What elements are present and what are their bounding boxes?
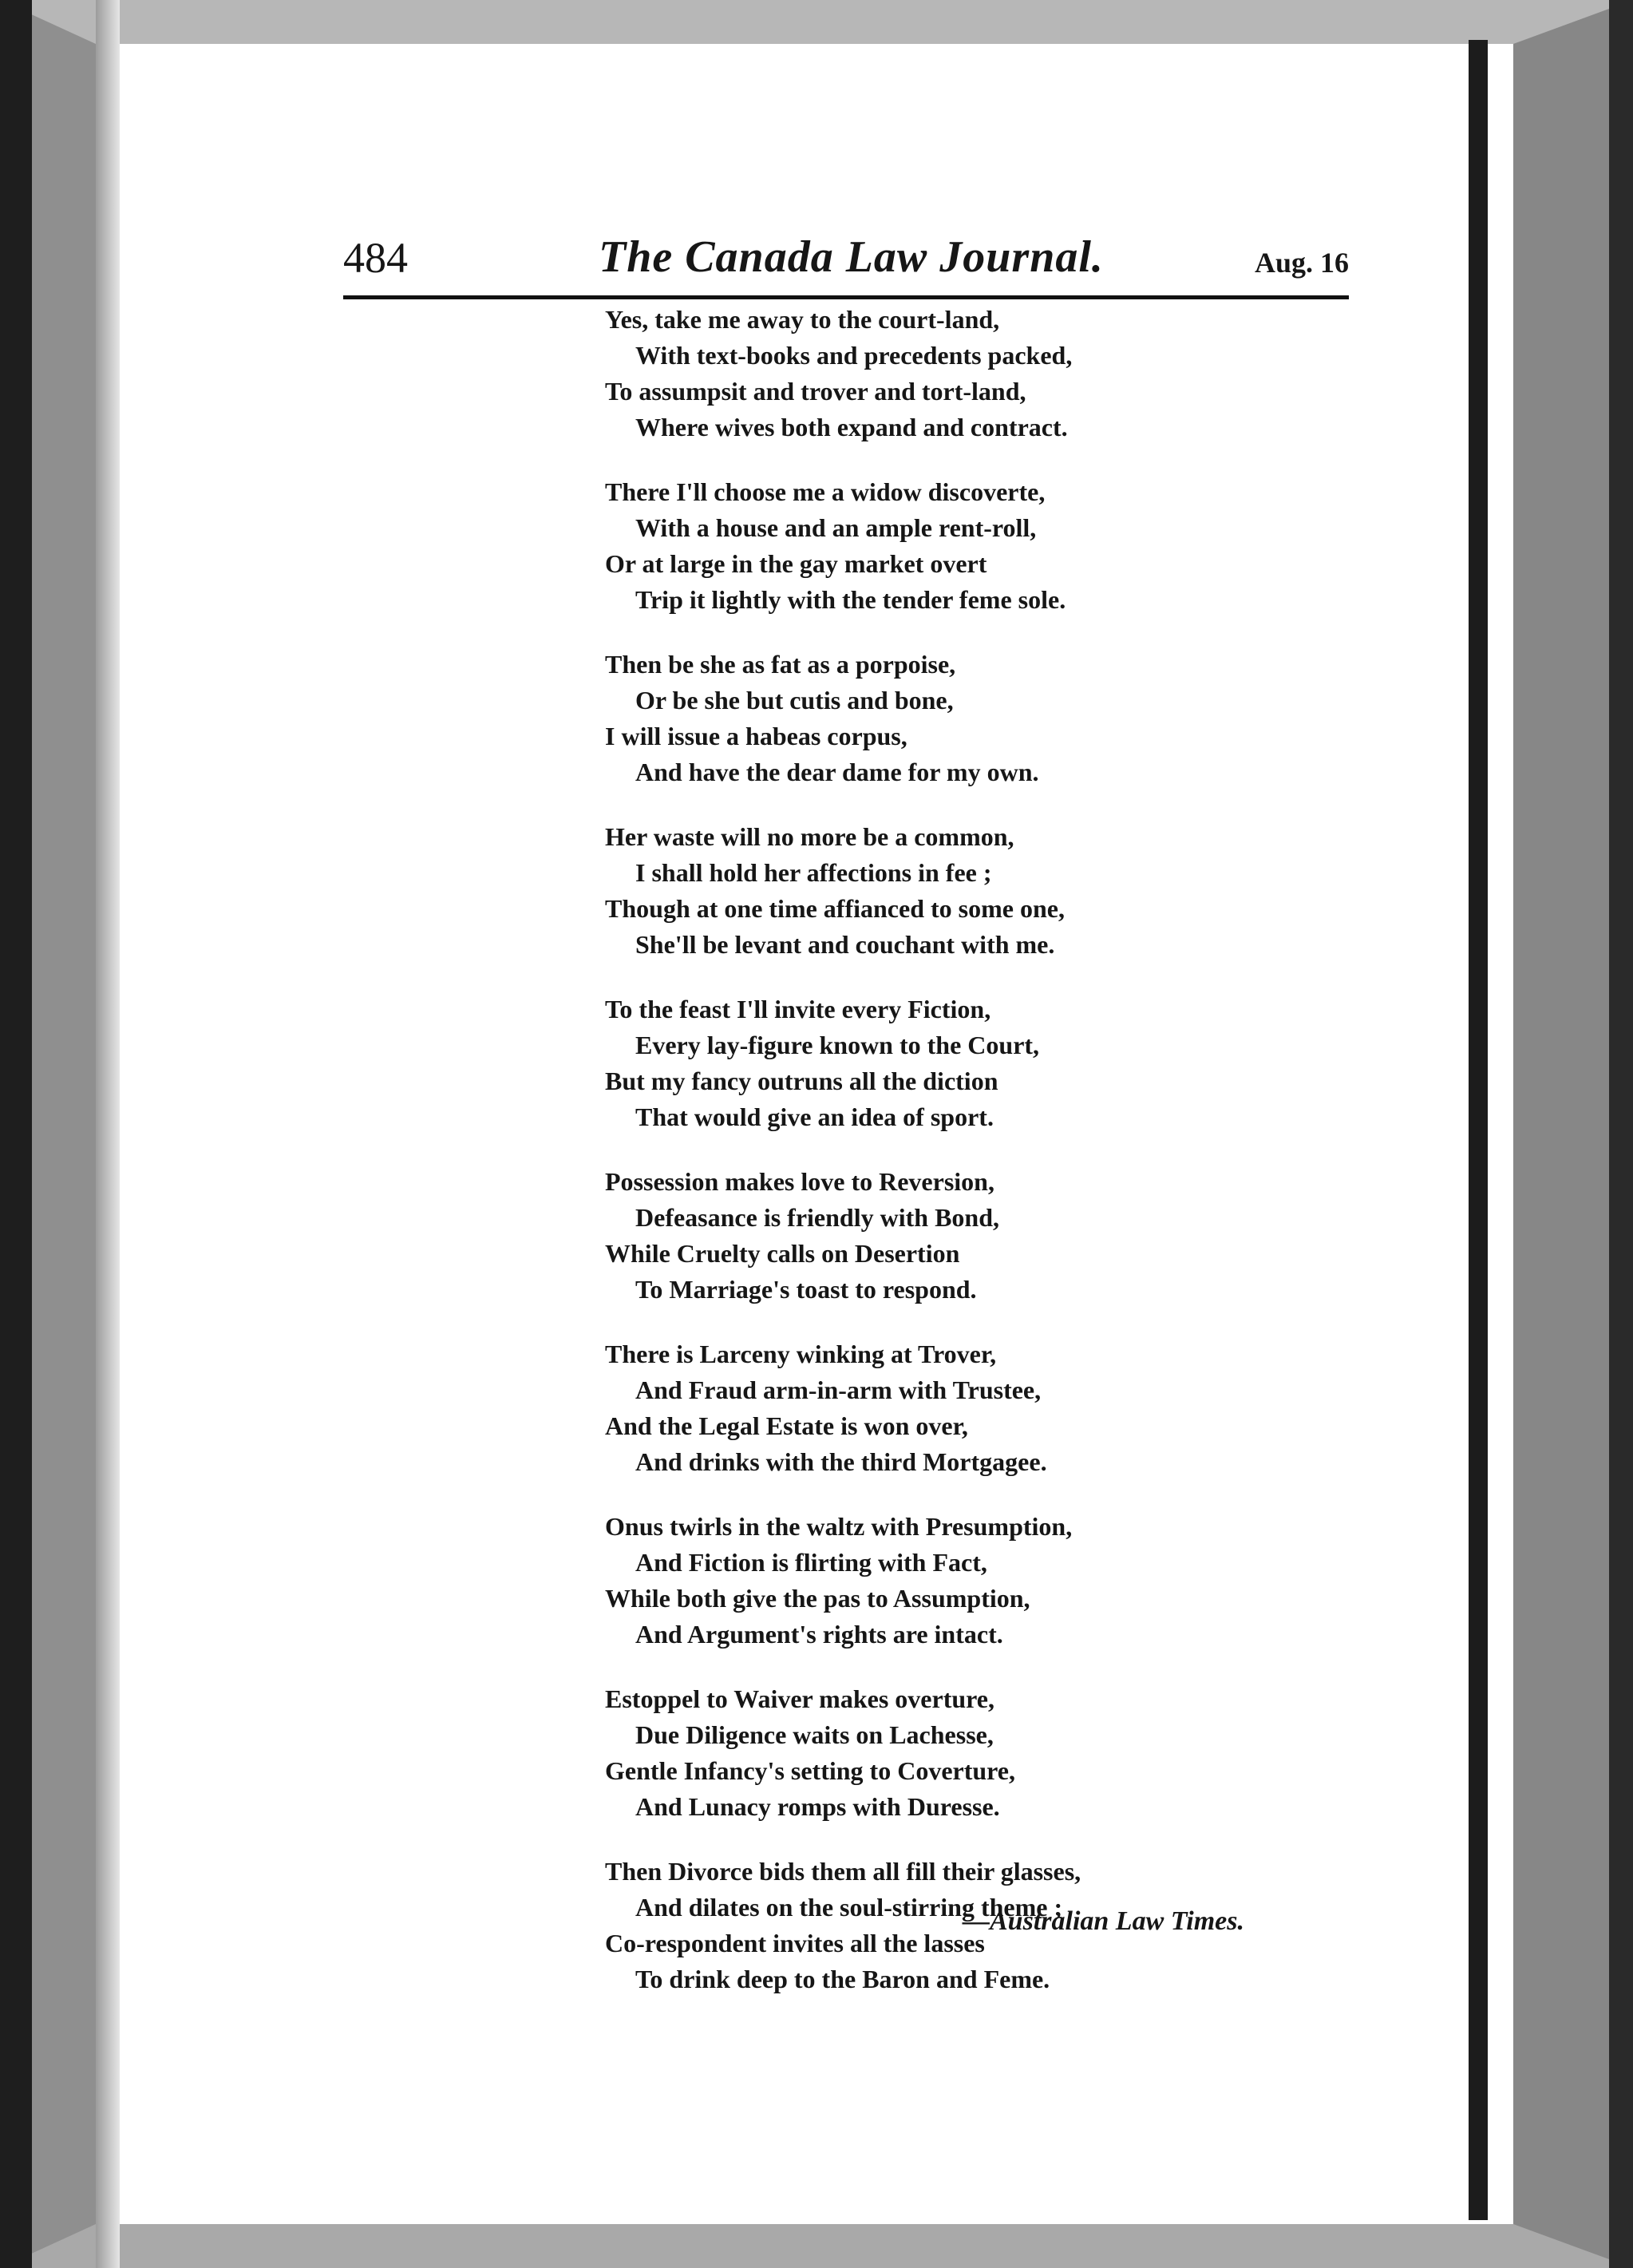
poem-line: And have the dear dame for my own. bbox=[635, 758, 1039, 786]
poem-line: Gentle Infancy's setting to Coverture, bbox=[605, 1756, 1015, 1785]
poem-line: To Marriage's toast to respond. bbox=[635, 1275, 977, 1304]
poem-line: Every lay-figure known to the Court, bbox=[635, 1031, 1040, 1059]
poem-line: Her waste will no more be a common, bbox=[605, 822, 1014, 851]
poem-line: Then be she as fat as a porpoise, bbox=[605, 650, 956, 679]
poem-line: Though at one time affianced to some one, bbox=[605, 894, 1065, 923]
scan-gutter bbox=[96, 0, 120, 2268]
poem-line: Yes, take me away to the court-land, bbox=[605, 305, 1000, 334]
poem-line: Or be she but cutis and bone, bbox=[635, 686, 954, 714]
poem-attribution: —Australian Law Times. bbox=[963, 1906, 1244, 1936]
page-header bbox=[343, 224, 1349, 299]
poem-line: To the feast I'll invite every Fiction, bbox=[605, 995, 991, 1023]
poem-line: While both give the pas to Assumption, bbox=[605, 1584, 1030, 1613]
poem-line: But my fancy outruns all the diction bbox=[605, 1067, 998, 1095]
poem-line: I shall hold her affections in fee ; bbox=[635, 858, 992, 887]
poem-line: I will issue a habeas corpus, bbox=[605, 722, 907, 750]
page-number: 484 bbox=[343, 234, 408, 282]
stanza bbox=[605, 647, 1403, 790]
poem-line: Co-respondent invites all the lasses bbox=[605, 1929, 985, 1957]
stanza bbox=[605, 1509, 1403, 1653]
poem-line: Or at large in the gay market overt bbox=[605, 549, 987, 578]
issue-date: Aug. 16 bbox=[1254, 247, 1349, 279]
stanza bbox=[605, 1164, 1403, 1308]
poem-line: With a house and an ample rent-roll, bbox=[635, 513, 1037, 542]
poem-line: Where wives both expand and contract. bbox=[635, 413, 1068, 441]
stanza bbox=[605, 1681, 1403, 1825]
journal-title: The Canada Law Journal. bbox=[599, 232, 1104, 282]
stanza bbox=[605, 474, 1403, 618]
poem-line: To drink deep to the Baron and Feme. bbox=[635, 1965, 1050, 1993]
poem-line: Then Divorce bids them all fill their glasses, bbox=[605, 1857, 1081, 1886]
poem-line: With text-books and precedents packed, bbox=[635, 341, 1073, 370]
poem-line: And dilates on the soul-stirring theme ; bbox=[635, 1893, 1063, 1922]
poem-line: Possession makes love to Reversion, bbox=[605, 1167, 994, 1196]
poem-line: And drinks with the third Mortgagee. bbox=[635, 1447, 1047, 1476]
poem-line: Due Diligence waits on Lachesse, bbox=[635, 1720, 994, 1749]
poem-line: Defeasance is friendly with Bond, bbox=[635, 1203, 999, 1232]
poem-line: And Argument's rights are intact. bbox=[635, 1620, 1003, 1649]
poem-line: There I'll choose me a widow discoverte, bbox=[605, 477, 1046, 506]
stanza bbox=[605, 1336, 1403, 1480]
poem bbox=[605, 302, 1403, 2026]
poem-line: And Fraud arm-in-arm with Trustee, bbox=[635, 1375, 1042, 1404]
poem-line: To assumpsit and trover and tort-land, bbox=[605, 377, 1026, 406]
book-spine bbox=[1469, 40, 1488, 2220]
stanza bbox=[605, 819, 1403, 963]
poem-line: Trip it lightly with the tender feme sole. bbox=[635, 585, 1066, 614]
poem-line: And Fiction is flirting with Fact, bbox=[635, 1548, 987, 1577]
poem-line: She'll be levant and couchant with me. bbox=[635, 930, 1055, 959]
stanza bbox=[605, 302, 1403, 445]
stanza bbox=[605, 992, 1403, 1135]
poem-line: While Cruelty calls on Desertion bbox=[605, 1239, 960, 1268]
poem-line: That would give an idea of sport. bbox=[635, 1102, 994, 1131]
poem-line: And Lunacy romps with Duresse. bbox=[635, 1792, 1000, 1821]
poem-line: Onus twirls in the waltz with Presumption, bbox=[605, 1512, 1073, 1541]
poem-line: And the Legal Estate is won over, bbox=[605, 1411, 968, 1440]
poem-line: Estoppel to Waiver makes overture, bbox=[605, 1684, 994, 1713]
poem-line: There is Larceny winking at Trover, bbox=[605, 1340, 997, 1368]
